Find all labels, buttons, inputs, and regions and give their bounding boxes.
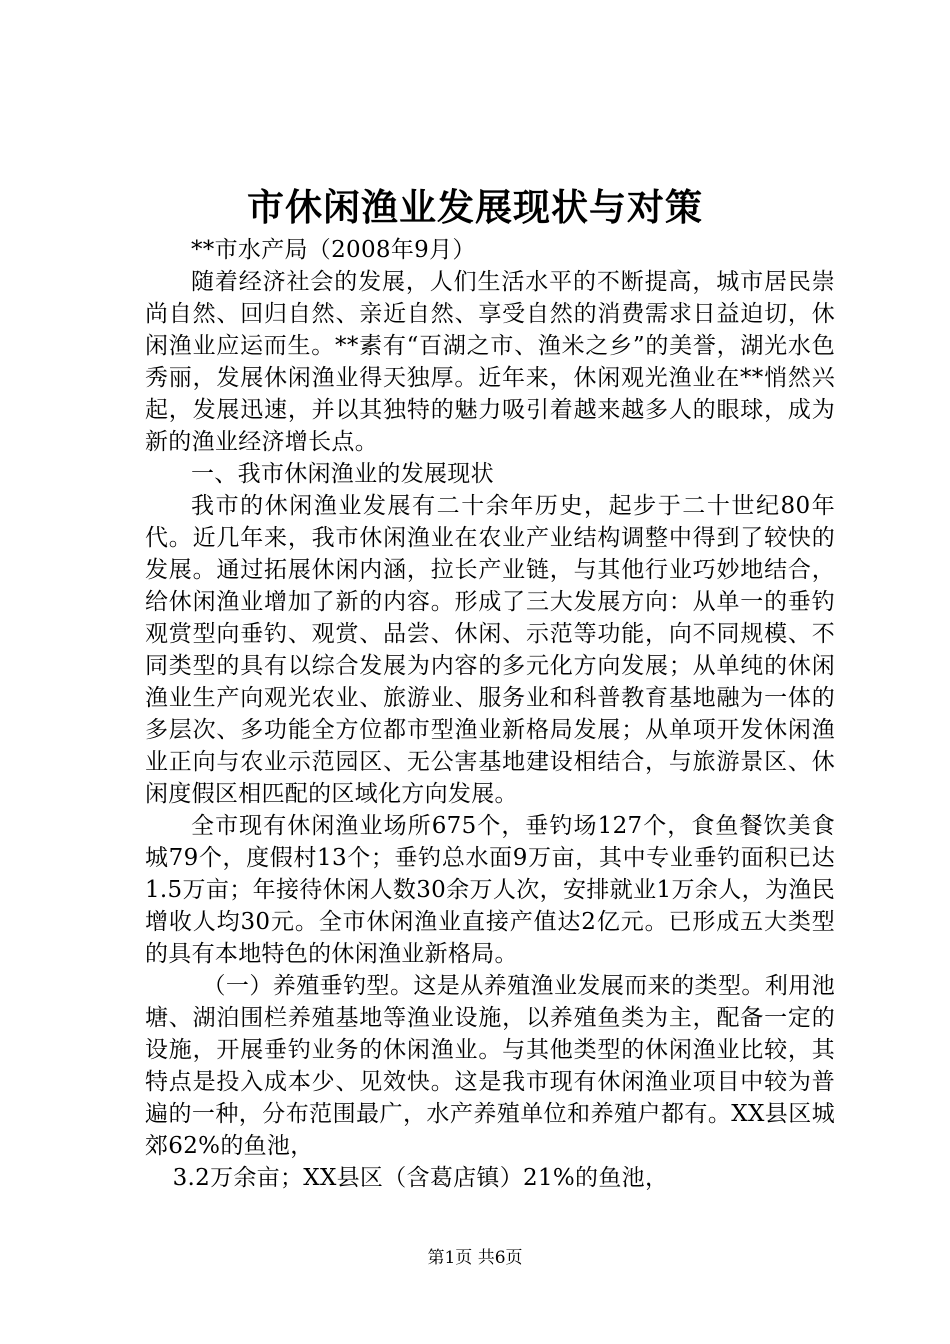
intro-paragraph: 随着经济社会的发展，人们生活水平的不断提高，城市居民崇尚自然、回归自然、亲近自然、享受自然的消费需求日益迫切，休闲渔业应运而生。**素有“百湖之市、渔米之乡”的美誉，湖光水色秀丽，发展休闲渔业得天独厚。近年来，休闲观光渔业在**悄然兴起，发展迅速，并以其独特的魅力吸引着越来越多人的眼球，成为新的渔业经济增长点。	[145, 269, 835, 455]
continuation-paragraph: 3.2万余亩；XX县区（含葛店镇）21%的鱼池，	[172, 1165, 669, 1191]
author-line: **市水产局（2008年9月）	[191, 237, 476, 263]
section-heading: 一、我市休闲渔业的发展现状	[191, 461, 494, 487]
subsection-paragraph: （一）养殖垂钓型。这是从养殖渔业发展而来的类型。利用池塘、湖泊围栏养殖基地等渔业设施，以养殖鱼类为主，配备一定的设施，开展垂钓业务的休闲渔业。与其他类型的休闲渔业比较，其特点是投入成本少、见效快。这是我市现有休闲渔业项目中较为普遍的一种，分布范围最广，水产养殖单位和养殖户都有。XX县区城郊62%的鱼池，	[145, 973, 835, 1159]
history-paragraph: 我市的休闲渔业发展有二十余年历史，起步于二十世纪80年代。近几年来，我市休闲渔业在农业产业结构调整中得到了较快的发展。通过拓展休闲内涵，拉长产业链，与其他行业巧妙地结合，给休闲渔业增加了新的内容。形成了三大发展方向：从单一的垂钓观赏型向垂钓、观赏、品尝、休闲、示范等功能，向不同规模、不同类型的具有以综合发展为内容的多元化方向发展；从单纯的休闲渔业生产向观光农业、旅游业、服务业和科普教育基地融为一体的多层次、多功能全方位都市型渔业新格局发展；从单项开发休闲渔业正向与农业示范园区、无公害基地建设相结合，与旅游景区、休闲度假区相匹配的区域化方向发展。	[145, 493, 835, 807]
document-body	[145, 234, 835, 1194]
document-title: 市休闲渔业发展现状与对策	[247, 185, 703, 229]
page-footer: 第1页 共6页	[427, 1248, 523, 1268]
statistics-paragraph: 全市现有休闲渔业场所675个，垂钓场127个，食鱼餐饮美食城79个，度假村13个；垂钓总水面9万亩，其中专业垂钓面积已达1.5万亩；年接待休闲人数30余万人次，安排就业1万余人，为渔民增收人均30元。全市休闲渔业直接产值达2亿元。已形成五大类型的具有本地特色的休闲渔业新格局。	[145, 813, 835, 967]
